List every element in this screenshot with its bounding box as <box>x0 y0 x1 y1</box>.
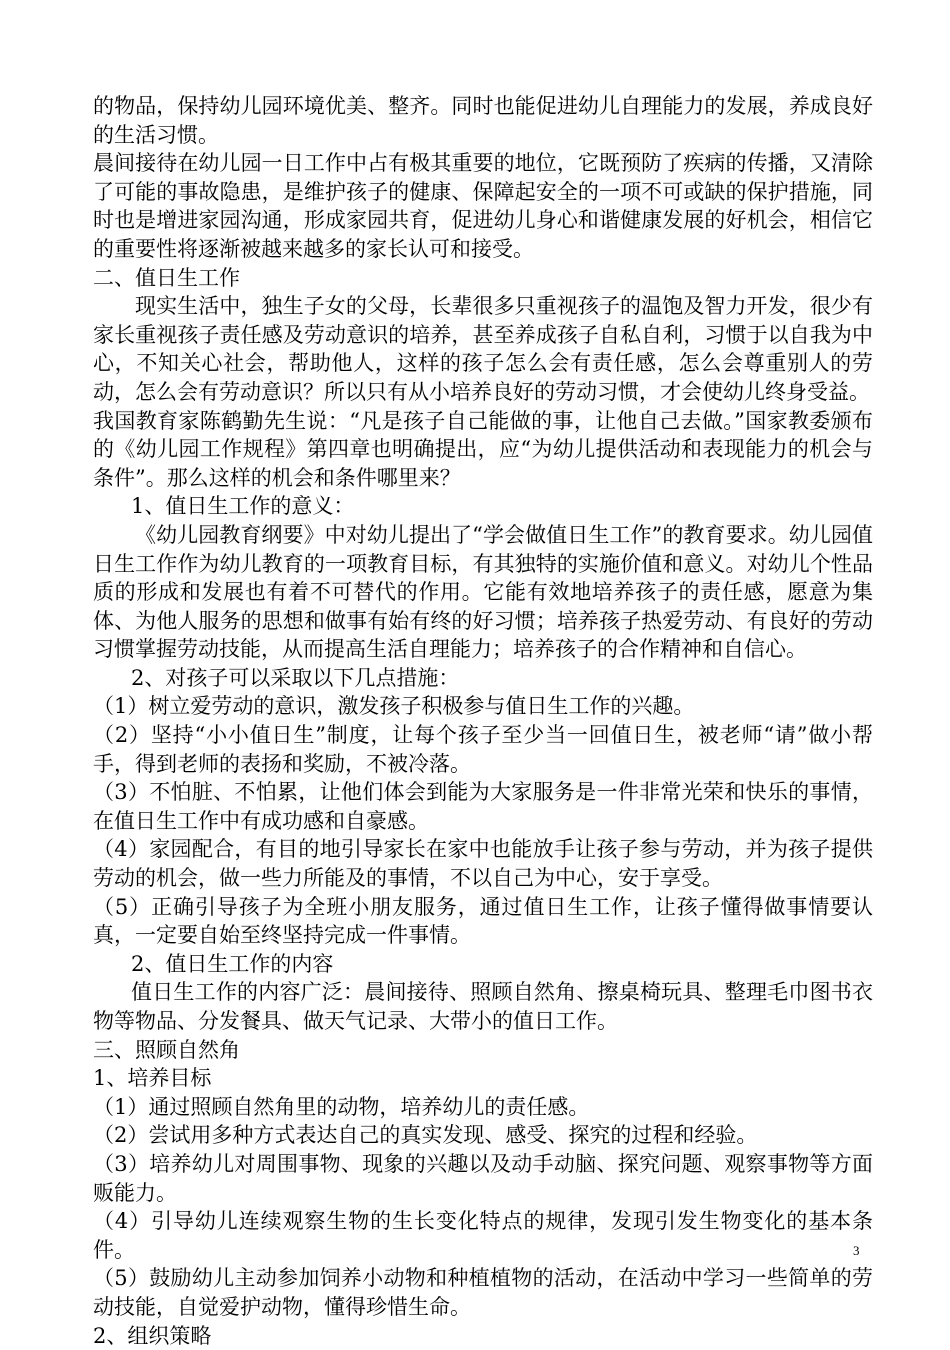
document-body <box>93 92 873 1350</box>
paragraph: 的物品，保持幼儿园环境优美、整齐。同时也能促进幼儿自理能力的发展，养成良好的生活习惯。 <box>93 94 873 147</box>
list-item: （5）正确引导孩子为全班小朋友服务，通过值日生工作，让孩子懂得做事情要认真，一定要自始至终坚持完成一件事情。 <box>93 894 873 948</box>
paragraph: 值日生工作的内容广泛：晨间接待、照顾自然角、擦桌椅玩具、整理毛巾图书衣物等物品、分发餐具、做天气记录、大带小的值日工作。 <box>93 980 873 1033</box>
list-item: （1）通过照顾自然角里的动物，培养幼儿的责任感。 <box>93 1094 590 1119</box>
list-item: （4）引导幼儿连续观察生物的生长变化特点的规律，发现引发生物变化的基本条件。 <box>93 1209 873 1262</box>
list-item: （4）家园配合，有目的地引导家长在家中也能放手让孩子参与劳动，并为孩子提供劳动的机会，做一些力所能及的事情，不以自己为中心，安于享受。 <box>93 837 873 891</box>
page-number: 3 <box>853 1243 860 1258</box>
section-heading: 三、照顾自然角 <box>93 1037 240 1062</box>
subsection-heading: 1、培养目标 <box>93 1066 212 1091</box>
paragraph: 现实生活中，独生子女的父母，长辈很多只重视孩子的温饱及智力开发，很少有家长重视孩子责任感及劳动意识的培养，甚至养成孩子自私自利，习惯于以自我为中心，不知关心社会，帮助他人，这样的孩子怎么会有责任感，怎么会尊重别人的劳动，怎么会有劳动意识？所以只有从小培养良好的劳动习惯，才会使幼儿终身受益。 <box>93 294 873 404</box>
subsection-heading: 2、值日生工作的内容 <box>131 951 334 976</box>
paragraph: 《幼儿园教育纲要》中对幼儿提出了“学会做值日生工作”的教育要求。幼儿园值日生工作作为幼儿教育的一项教育目标，有其独特的实施价值和意义。对幼儿个性品质的形成和发展也有着不可替代的作用。它能有效地培养孩子的责任感，愿意为集体、为他人服务的思想和做事有始有终的好习惯；培养孩子热爱劳动、有良好的劳动习惯掌握劳动技能，从而提高生活自理能力；培养孩子的合作精神和自信心。 <box>93 522 873 662</box>
subsection-heading: 1、值日生工作的意义： <box>131 494 355 519</box>
subsection-heading: 2、组织策略 <box>93 1323 212 1348</box>
list-item: （2）尝试用多种方式表达自己的真实发现、感受、探究的过程和经验。 <box>93 1123 758 1148</box>
section-heading: 二、值日生工作 <box>93 265 240 290</box>
list-item: （1）树立爱劳动的意识，激发孩子积极参与值日生工作的兴趣。 <box>93 694 695 719</box>
list-item: （5）鼓励幼儿主动参加饲养小动物和种植植物的活动，在活动中学习一些简单的劳动技能，自觉爱护动物，懂得珍惜生命。 <box>93 1266 873 1319</box>
list-item: （3）不怕脏、不怕累，让他们体会到能为大家服务是一件非常光荣和快乐的事情，在值日生工作中有成功感和自豪感。 <box>93 780 873 833</box>
list-item: （3）培养幼儿对周围事物、现象的兴趣以及动手动脑、探究问题、观察事物等方面贩能力。 <box>93 1151 873 1205</box>
paragraph: 晨间接待在幼儿园一日工作中占有极其重要的地位，它既预防了疾病的传播，又清除了可能的事故隐患，是维护孩子的健康、保障起安全的一项不可或缺的保护措施，同时也是增进家园沟通，形成家园共育，促进幼儿身心和谐健康发展的好机会，相信它的重要性将逐渐被越来越多的家长认可和接受。 <box>93 151 873 261</box>
paragraph: 我国教育家陈鹤勤先生说：“凡是孩子自己能做的事，让他自己去做。”国家教委颁布的《幼儿园工作规程》第四章也明确提出，应“为幼儿提供活动和表现能力的机会与条件”。那么这样的机会和条件哪里来？ <box>93 408 873 490</box>
subsection-heading: 2、对孩子可以采取以下几点措施： <box>131 665 460 690</box>
list-item: （2）坚持“小小值日生”制度，让每个孩子至少当一回值日生，被老师“请”做小帮手，得到老师的表扬和奖励，不被冷落。 <box>93 723 873 776</box>
